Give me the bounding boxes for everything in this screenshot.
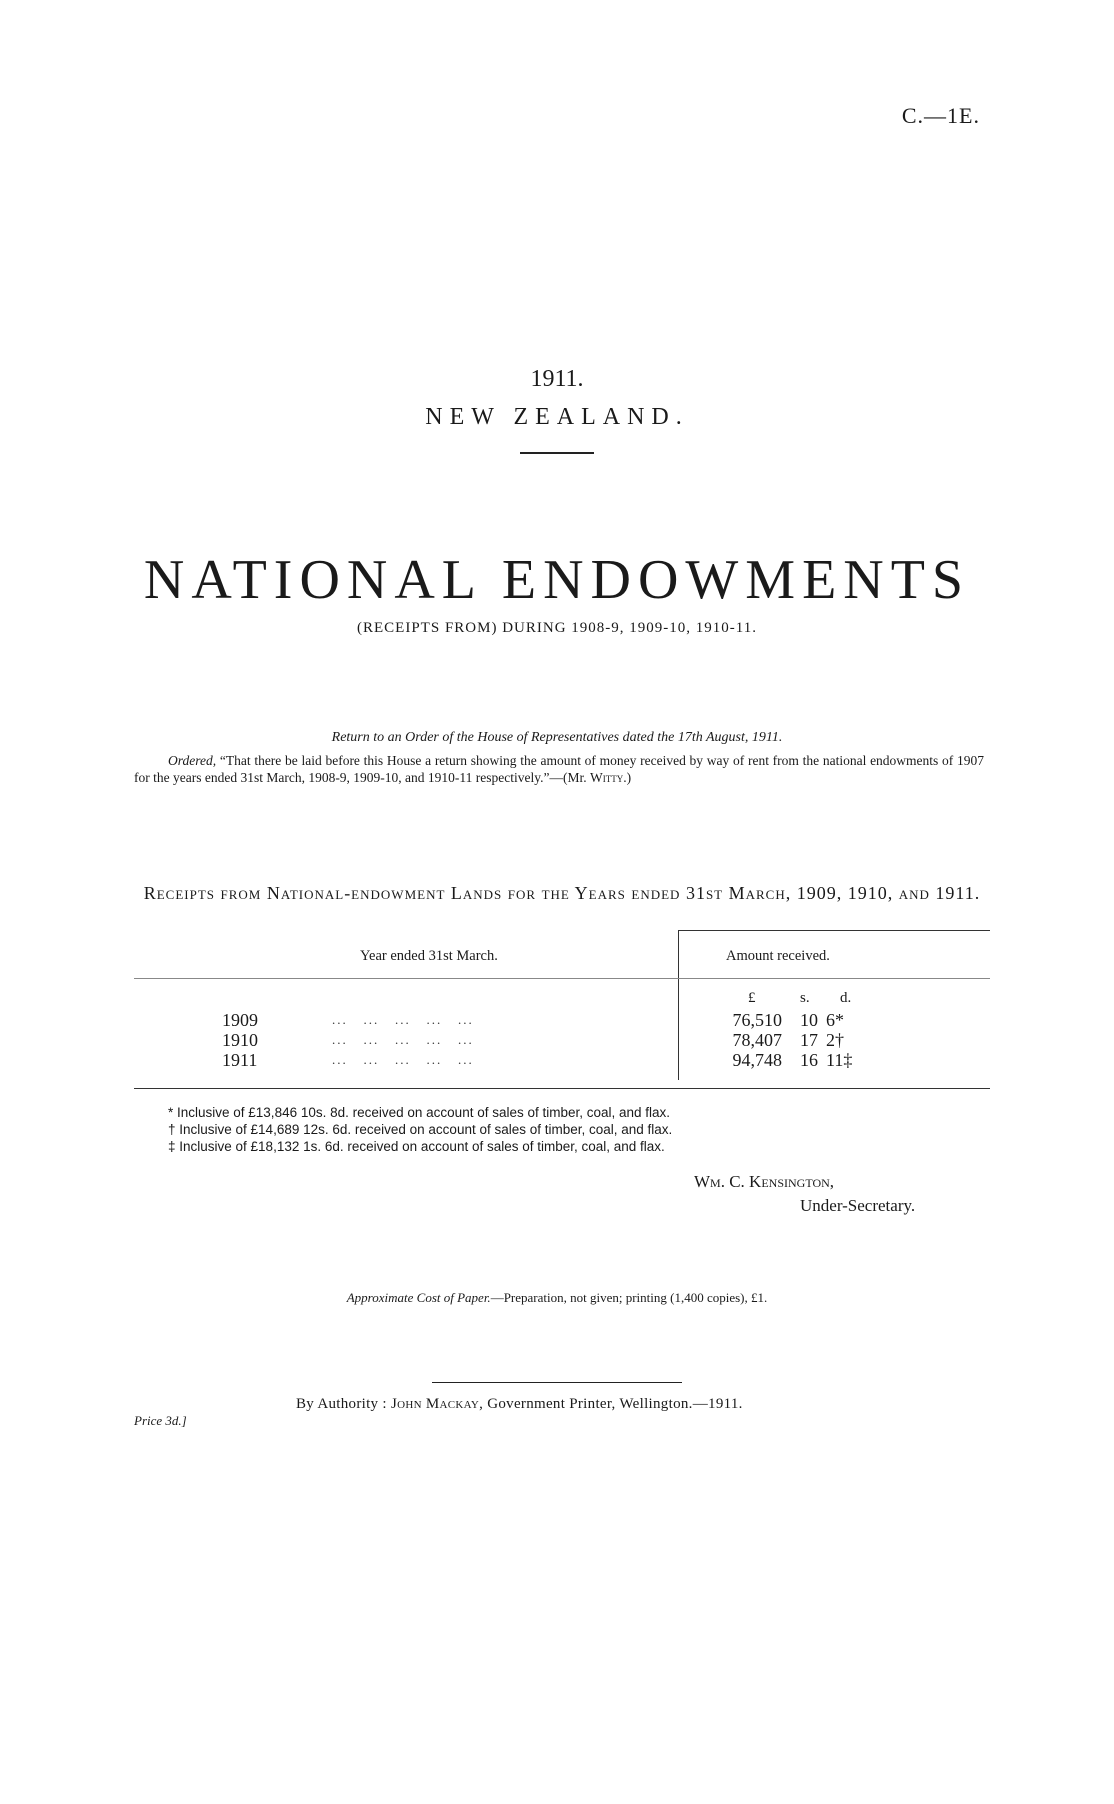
cost-label: Approximate Cost of Paper. bbox=[346, 1290, 491, 1305]
ordered-word: Ordered, bbox=[168, 753, 217, 768]
footnote-1: * Inclusive of £13,846 10s. 8d. received on account of sales of timber, coal, and flax. bbox=[168, 1105, 671, 1120]
ordered-text: “That there be laid before this House a return showing the amount of money received by way of rent from the national endowments of 1907 for the years ended 31st March, 1908-9, 1909-10, and 1910-11 respectively.”—(Mr. bbox=[134, 753, 984, 785]
row-pence: 6* bbox=[826, 1010, 844, 1030]
row-pounds: 78,407 bbox=[732, 1030, 782, 1050]
document-title: NATIONAL ENDOWMENTS bbox=[143, 549, 971, 611]
row-year: 1911 bbox=[222, 1050, 258, 1070]
ordered-mover: Witty bbox=[590, 770, 624, 785]
row-leader-dots: ... ... ... ... ... bbox=[332, 1032, 474, 1047]
row-year: 1909 bbox=[222, 1010, 258, 1030]
price: Price 3d.] bbox=[134, 1413, 187, 1428]
footnote-2: † Inclusive of £14,689 12s. 6d. received on account of sales of timber, coal, and flax. bbox=[168, 1122, 673, 1137]
table-title: Receipts from National-endowment Lands for the Years ended 31st March, 1909, 1910, and 1911. bbox=[143, 883, 981, 903]
table-top-rule bbox=[678, 930, 990, 931]
footnotes bbox=[168, 1104, 672, 1155]
document-subtitle: (RECEIPTS FROM) DURING 1908-9, 1909-10, 1910-11. bbox=[357, 620, 757, 636]
unit-pounds: £ bbox=[748, 990, 756, 1006]
return-order-line: Return to an Order of the House of Representatives dated the 17th August, 1911. bbox=[331, 730, 783, 745]
column-header-year: Year ended 31st March. bbox=[360, 948, 498, 964]
printer-authority bbox=[296, 1396, 743, 1413]
cost-text: —Preparation, not given; printing (1,400 copies), £1. bbox=[490, 1290, 768, 1305]
signature-title: Under-Secretary. bbox=[800, 1196, 916, 1215]
document-reference: C.—1E. bbox=[901, 103, 980, 128]
authority-rule bbox=[432, 1382, 682, 1383]
table-bottom-rule bbox=[134, 1088, 990, 1089]
authority-printer: John Mackay bbox=[390, 1396, 480, 1412]
signature-name: Wm. C. Kensington, bbox=[694, 1172, 835, 1191]
row-pounds: 76,510 bbox=[732, 1010, 782, 1030]
row-year: 1910 bbox=[222, 1030, 258, 1050]
ordered-paragraph bbox=[134, 752, 984, 786]
table-header-rule bbox=[134, 978, 990, 979]
heading-divider bbox=[520, 452, 594, 454]
row-pounds: 94,748 bbox=[732, 1050, 782, 1070]
country-heading: NEW ZEALAND. bbox=[425, 404, 689, 430]
row-shillings: 17 bbox=[800, 1030, 818, 1050]
table-row bbox=[222, 1010, 894, 1030]
session-year: 1911. bbox=[530, 366, 584, 392]
footnote-3: ‡ Inclusive of £18,132 1s. 6d. received on account of sales of timber, coal, and flax. bbox=[168, 1139, 665, 1154]
authority-suffix: , Government Printer, Wellington.—1911. bbox=[479, 1396, 743, 1412]
authority-prefix: By Authority : bbox=[296, 1396, 387, 1412]
table-row bbox=[222, 1050, 894, 1070]
cost-of-paper bbox=[0, 1290, 1114, 1306]
row-shillings: 16 bbox=[800, 1050, 818, 1070]
row-pence: 2† bbox=[826, 1030, 844, 1050]
column-header-amount: Amount received. bbox=[726, 948, 830, 964]
unit-pence: d. bbox=[840, 990, 852, 1006]
ordered-close: .) bbox=[623, 770, 632, 785]
table-row bbox=[222, 1030, 894, 1050]
row-leader-dots: ... ... ... ... ... bbox=[332, 1052, 474, 1067]
row-shillings: 10 bbox=[800, 1010, 818, 1030]
row-leader-dots: ... ... ... ... ... bbox=[332, 1012, 474, 1027]
unit-shillings: s. bbox=[800, 990, 810, 1006]
row-pence: 11‡ bbox=[826, 1050, 853, 1070]
